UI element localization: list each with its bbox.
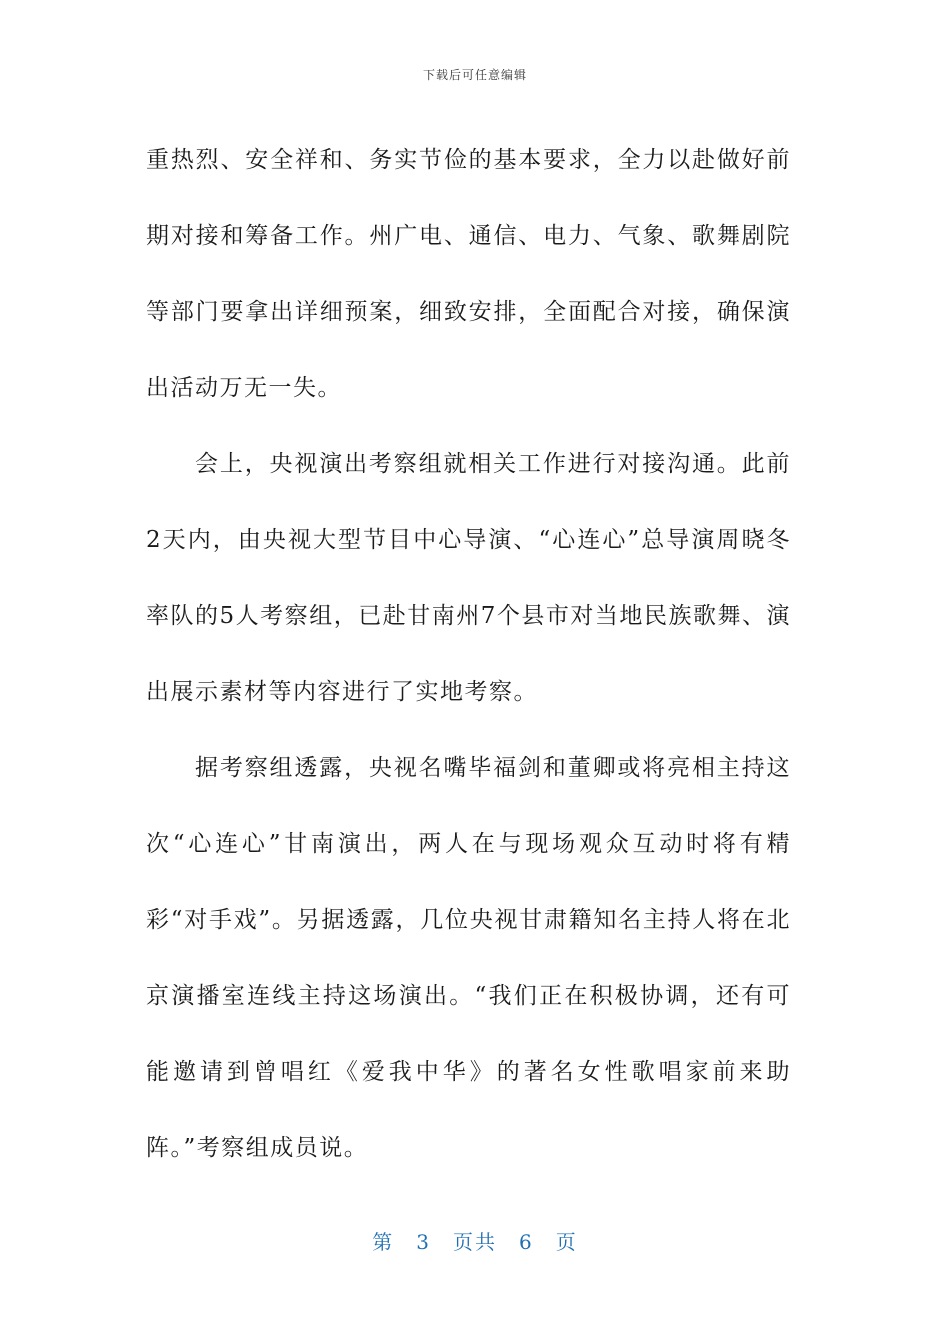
footer-middle: 页共 xyxy=(453,1230,497,1254)
paragraph-3: 据考察组透露，央视名嘴毕福剑和董卿或将亮相主持这次“心连心”甘南演出，两人在与现场观众互动时将有精彩“对手戏”。另据透露，几位央视甘肃籍知名主持人将在北京演播室连线主持这场演出。“我们正在积极协调，还有可能邀请到曾唱红《爱我中华》的著名女性歌唱家前来助阵。”考察组成员说。 xyxy=(146,755,791,1161)
paragraph-2: 会上，央视演出考察组就相关工作进行对接沟通。此前2天内，由央视大型节目中心导演、“心连心”总导演周晓冬率队的5人考察组，已赴甘南州7个县市对当地民族歌舞、演出展示素材等内容进行了实地考察。 xyxy=(146,451,791,705)
page-footer xyxy=(0,1226,950,1255)
paragraph-1: 重热烈、安全祥和、务实节俭的基本要求，全力以赴做好前期对接和筹备工作。州广电、通信、电力、气象、歌舞剧院等部门要拿出详细预案，细致安排，全面配合对接，确保演出活动万无一失。 xyxy=(146,147,791,401)
page-header-note: 下载后可任意编辑 xyxy=(422,68,527,82)
current-page-number: 3 xyxy=(416,1230,431,1254)
footer-prefix: 第 xyxy=(372,1230,395,1254)
total-page-number: 6 xyxy=(519,1230,534,1254)
document-body xyxy=(146,122,791,1186)
footer-suffix: 页 xyxy=(555,1230,578,1254)
